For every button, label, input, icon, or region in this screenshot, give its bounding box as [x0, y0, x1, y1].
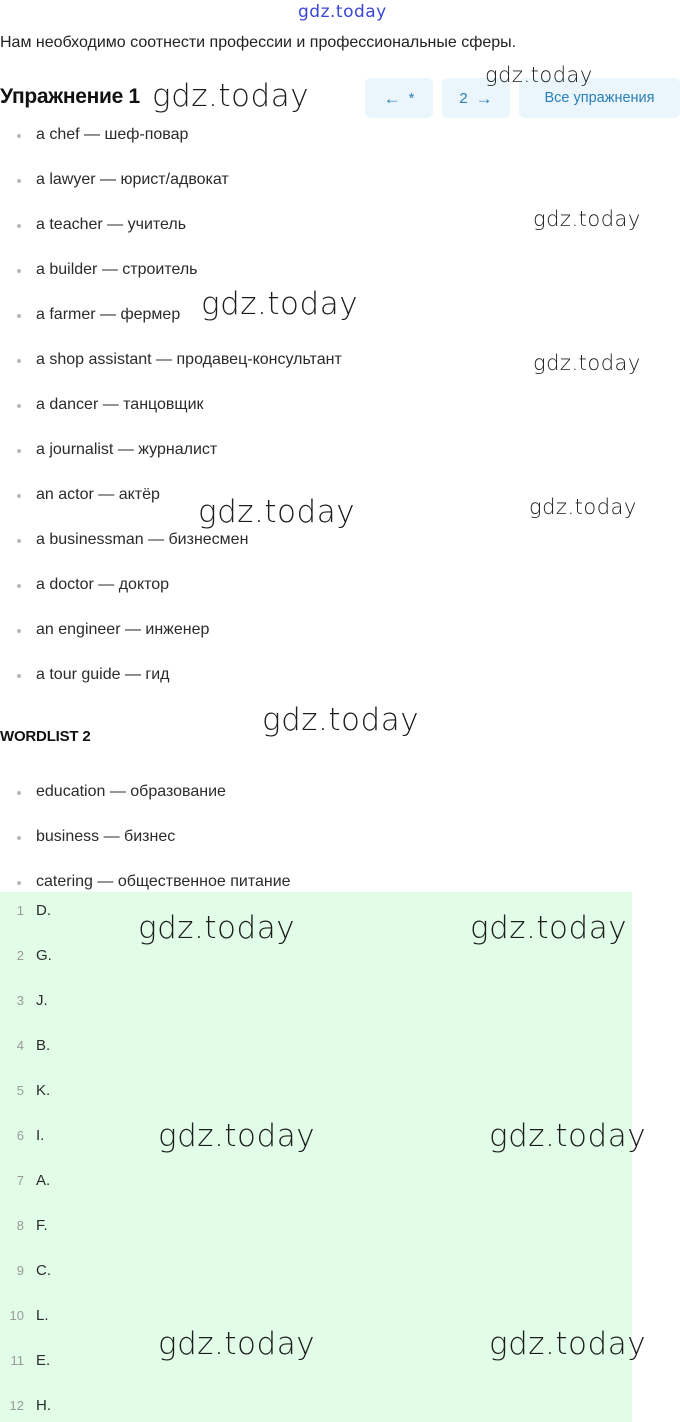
answer-row: [0, 1348, 120, 1372]
answer-value: J.: [36, 991, 48, 1009]
list-item: education — образование: [0, 782, 291, 827]
answer-number: 12: [9, 1397, 24, 1413]
list-item: an engineer — инженер: [0, 620, 342, 665]
answer-number: 4: [16, 1037, 24, 1053]
answer-value: F.: [36, 1216, 48, 1234]
answer-row: [0, 1213, 120, 1237]
arrow-right-icon: →: [475, 88, 493, 108]
answer-value: L.: [36, 1306, 49, 1324]
watermark: gdz.today: [158, 1118, 316, 1154]
wordlist-2-title: WORDLIST 2: [0, 728, 91, 745]
answer-number: 6: [16, 1127, 24, 1143]
watermark: gdz.today: [529, 495, 637, 519]
list-item: a dancer — танцовщик: [0, 395, 342, 440]
answer-value: I.: [36, 1126, 45, 1144]
answer-row: [0, 1393, 120, 1417]
watermark: gdz.today: [533, 351, 641, 375]
answer-number: 5: [16, 1082, 24, 1098]
list-item: a teacher — учитель: [0, 215, 342, 260]
list-item: a lawyer — юрист/адвокат: [0, 170, 342, 215]
list-item: an actor — актёр: [0, 485, 342, 530]
list-item: a doctor — доктор: [0, 575, 342, 620]
answer-number: 11: [10, 1352, 24, 1368]
answer-value: G.: [36, 946, 52, 964]
answer-number: 10: [9, 1307, 24, 1323]
answer-row: [0, 1258, 120, 1282]
list-item: a builder — строитель: [0, 260, 342, 305]
answer-value: B.: [36, 1036, 51, 1054]
answer-row: [0, 1303, 120, 1327]
watermark: gdz.today: [198, 494, 356, 530]
answer-row: [0, 1033, 120, 1057]
answer-value: H.: [36, 1396, 51, 1414]
wordlist-1: [0, 125, 342, 710]
answer-number: 1: [16, 902, 24, 918]
watermark: gdz.today: [201, 286, 359, 322]
prev-exercise-button[interactable]: [365, 78, 433, 118]
all-exercises-label: Все упражнения: [544, 90, 655, 106]
next-exercise-label: 2: [459, 89, 468, 107]
answer-value: C.: [36, 1261, 51, 1279]
watermark: gdz.today: [298, 2, 387, 22]
answer-number: 2: [16, 947, 24, 963]
page-title: Упражнение 1: [0, 85, 140, 108]
watermark: gdz.today: [489, 1326, 647, 1362]
answer-value: D.: [36, 901, 51, 919]
answer-row: [0, 988, 120, 1012]
list-item: a businessman — бизнесмен: [0, 530, 342, 575]
arrow-left-icon: ←: [383, 88, 401, 108]
answer-number: 3: [16, 992, 24, 1008]
answer-row: [0, 1078, 120, 1102]
list-item: a shop assistant — продавец-консультант: [0, 350, 342, 395]
answer-value: E.: [36, 1351, 51, 1369]
prev-exercise-label: *: [408, 89, 415, 107]
watermark: gdz.today: [485, 63, 593, 87]
list-item: business — бизнес: [0, 827, 291, 872]
list-item: catering — общественное питание: [0, 872, 291, 917]
answer-number: 8: [16, 1217, 24, 1233]
answer-row: [0, 943, 120, 967]
intro-text: Нам необходимо соотнести профессии и профессиональные сферы.: [0, 34, 517, 51]
watermark: gdz.today: [262, 702, 420, 738]
answer-value: A.: [36, 1171, 51, 1189]
answer-number: 7: [16, 1172, 24, 1188]
watermark: gdz.today: [533, 207, 641, 231]
answer-row: [0, 1168, 120, 1192]
list-item: a chef — шеф-повар: [0, 125, 342, 170]
answer-row: [0, 1123, 120, 1147]
answer-value: K.: [36, 1081, 51, 1099]
answer-row: [0, 898, 120, 922]
list-item: a farmer — фермер: [0, 305, 342, 350]
list-item: a tour guide — гид: [0, 665, 342, 710]
watermark: gdz.today: [489, 1118, 647, 1154]
watermark: gdz.today: [158, 1326, 316, 1362]
watermark: gdz.today: [152, 78, 310, 114]
watermark: gdz.today: [138, 910, 296, 946]
watermark: gdz.today: [470, 910, 628, 946]
list-item: a journalist — журналист: [0, 440, 342, 485]
answer-number: 9: [16, 1262, 24, 1278]
